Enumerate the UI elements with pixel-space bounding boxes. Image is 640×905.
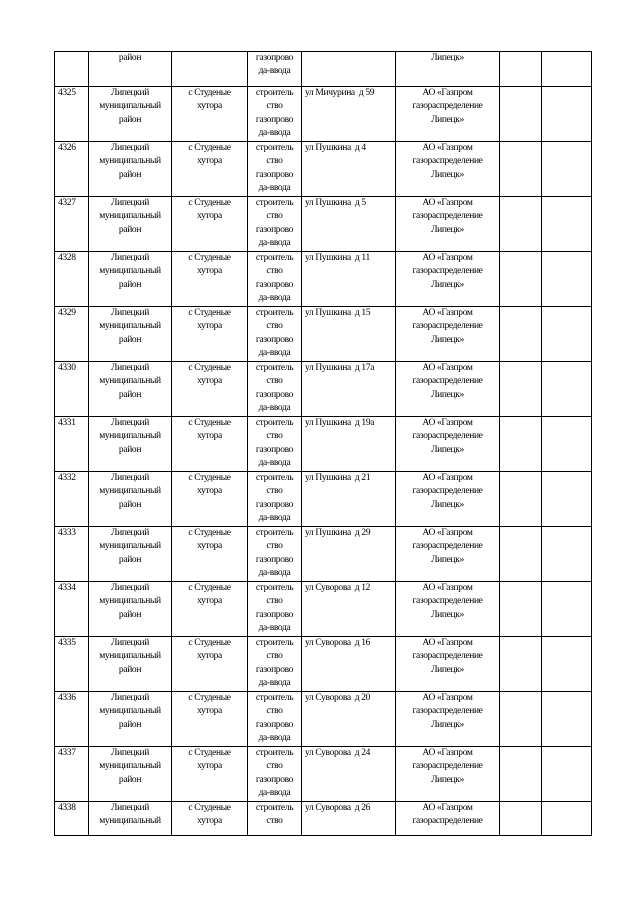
district-cell: Липецкий муниципальный район <box>89 747 172 802</box>
district-cell: Липецкий муниципальный район <box>89 252 172 307</box>
address-cell: ул Пушкина д 17а <box>302 362 396 417</box>
empty-cell <box>542 362 592 417</box>
table-row <box>55 142 592 197</box>
row-number-cell: 4337 <box>55 747 89 802</box>
locality-cell: с Студеные хутора <box>172 307 248 362</box>
work-type-cell: строитель ство газопрово да-ввода <box>248 527 302 582</box>
address-cell: ул Пушкина д 29 <box>302 527 396 582</box>
district-cell: Липецкий муниципальный район <box>89 307 172 362</box>
row-number-cell: 4338 <box>55 802 89 836</box>
row-number-cell: 4335 <box>55 637 89 692</box>
locality-cell: с Студеные хутора <box>172 472 248 527</box>
owner-cell: АО «Газпром газораспределение Липецк» <box>396 197 500 252</box>
row-number-cell <box>55 52 89 87</box>
table-row <box>55 362 592 417</box>
locality-cell: с Студеные хутора <box>172 252 248 307</box>
address-cell: ул Пушкина д 21 <box>302 472 396 527</box>
address-cell: ул Суворова д 16 <box>302 637 396 692</box>
empty-cell <box>500 362 542 417</box>
empty-cell <box>500 637 542 692</box>
work-type-cell: строитель ство газопрово да-ввода <box>248 472 302 527</box>
address-cell: ул Пушкина д 19а <box>302 417 396 472</box>
table-row <box>55 52 592 87</box>
work-type-cell: строитель ство газопрово да-ввода <box>248 637 302 692</box>
row-number-cell: 4330 <box>55 362 89 417</box>
empty-cell <box>542 637 592 692</box>
locality-cell: с Студеные хутора <box>172 362 248 417</box>
empty-cell <box>542 197 592 252</box>
empty-cell <box>542 417 592 472</box>
owner-cell: АО «Газпром газораспределение <box>396 802 500 836</box>
locality-cell: с Студеные хутора <box>172 142 248 197</box>
district-cell: Липецкий муниципальный <box>89 802 172 836</box>
district-cell: Липецкий муниципальный район <box>89 527 172 582</box>
locality-cell: с Студеные хутора <box>172 87 248 142</box>
empty-cell <box>500 747 542 802</box>
table-row <box>55 472 592 527</box>
empty-cell <box>500 197 542 252</box>
address-cell: ул Мичурина д 59 <box>302 87 396 142</box>
locality-cell <box>172 52 248 87</box>
empty-cell <box>500 52 542 87</box>
table-row <box>55 692 592 747</box>
empty-cell <box>542 252 592 307</box>
address-cell <box>302 52 396 87</box>
locality-cell: с Студеные хутора <box>172 582 248 637</box>
empty-cell <box>542 747 592 802</box>
empty-cell <box>542 582 592 637</box>
empty-cell <box>500 692 542 747</box>
row-number-cell: 4327 <box>55 197 89 252</box>
empty-cell <box>542 527 592 582</box>
empty-cell <box>500 417 542 472</box>
address-cell: ул Пушкина д 5 <box>302 197 396 252</box>
work-type-cell: строитель ство <box>248 802 302 836</box>
district-cell: Липецкий муниципальный район <box>89 582 172 637</box>
empty-cell <box>542 52 592 87</box>
district-cell: Липецкий муниципальный район <box>89 142 172 197</box>
empty-cell <box>500 252 542 307</box>
work-type-cell: строитель ство газопрово да-ввода <box>248 747 302 802</box>
table-row <box>55 307 592 362</box>
owner-cell: АО «Газпром газораспределение Липецк» <box>396 472 500 527</box>
owner-cell: АО «Газпром газораспределение Липецк» <box>396 637 500 692</box>
owner-cell: АО «Газпром газораспределение Липецк» <box>396 527 500 582</box>
district-cell: Липецкий муниципальный район <box>89 87 172 142</box>
district-cell: Липецкий муниципальный район <box>89 417 172 472</box>
table-row <box>55 637 592 692</box>
empty-cell <box>500 307 542 362</box>
locality-cell: с Студеные хутора <box>172 692 248 747</box>
document-page <box>54 51 592 836</box>
row-number-cell: 4336 <box>55 692 89 747</box>
row-number-cell: 4331 <box>55 417 89 472</box>
table-row <box>55 197 592 252</box>
work-type-cell: строитель ство газопрово да-ввода <box>248 87 302 142</box>
row-number-cell: 4325 <box>55 87 89 142</box>
address-cell: ул Суворова д 12 <box>302 582 396 637</box>
row-number-cell: 4334 <box>55 582 89 637</box>
row-number-cell: 4332 <box>55 472 89 527</box>
work-type-cell: строитель ство газопрово да-ввода <box>248 197 302 252</box>
owner-cell: АО «Газпром газораспределение Липецк» <box>396 142 500 197</box>
empty-cell <box>500 802 542 836</box>
row-number-cell: 4328 <box>55 252 89 307</box>
address-cell: ул Суворова д 26 <box>302 802 396 836</box>
empty-cell <box>500 582 542 637</box>
locality-cell: с Студеные хутора <box>172 747 248 802</box>
locality-cell: с Студеные хутора <box>172 197 248 252</box>
district-cell: Липецкий муниципальный район <box>89 472 172 527</box>
registry-table <box>54 51 592 836</box>
work-type-cell: газопрово да-ввода <box>248 52 302 87</box>
work-type-cell: строитель ство газопрово да-ввода <box>248 582 302 637</box>
address-cell: ул Суворова д 20 <box>302 692 396 747</box>
locality-cell: с Студеные хутора <box>172 802 248 836</box>
empty-cell <box>542 142 592 197</box>
owner-cell: АО «Газпром газораспределение Липецк» <box>396 307 500 362</box>
table-row <box>55 802 592 836</box>
locality-cell: с Студеные хутора <box>172 527 248 582</box>
owner-cell: АО «Газпром газораспределение Липецк» <box>396 362 500 417</box>
work-type-cell: строитель ство газопрово да-ввода <box>248 252 302 307</box>
table-row <box>55 252 592 307</box>
empty-cell <box>542 802 592 836</box>
owner-cell: АО «Газпром газораспределение Липецк» <box>396 582 500 637</box>
work-type-cell: строитель ство газопрово да-ввода <box>248 362 302 417</box>
address-cell: ул Суворова д 24 <box>302 747 396 802</box>
empty-cell <box>500 87 542 142</box>
district-cell: Липецкий муниципальный район <box>89 692 172 747</box>
table-row <box>55 747 592 802</box>
owner-cell: АО «Газпром газораспределение Липецк» <box>396 692 500 747</box>
owner-cell: АО «Газпром газораспределение Липецк» <box>396 87 500 142</box>
district-cell: Липецкий муниципальный район <box>89 197 172 252</box>
empty-cell <box>500 472 542 527</box>
row-number-cell: 4326 <box>55 142 89 197</box>
owner-cell: АО «Газпром газораспределение Липецк» <box>396 747 500 802</box>
owner-cell: АО «Газпром газораспределение Липецк» <box>396 417 500 472</box>
registry-table-body <box>55 52 592 836</box>
work-type-cell: строитель ство газопрово да-ввода <box>248 692 302 747</box>
table-row <box>55 417 592 472</box>
district-cell: Липецкий муниципальный район <box>89 637 172 692</box>
table-row <box>55 87 592 142</box>
empty-cell <box>500 527 542 582</box>
empty-cell <box>500 142 542 197</box>
district-cell: район <box>89 52 172 87</box>
locality-cell: с Студеные хутора <box>172 637 248 692</box>
owner-cell: АО «Газпром газораспределение Липецк» <box>396 252 500 307</box>
owner-cell: Липецк» <box>396 52 500 87</box>
row-number-cell: 4329 <box>55 307 89 362</box>
table-row <box>55 582 592 637</box>
address-cell: ул Пушкина д 11 <box>302 252 396 307</box>
work-type-cell: строитель ство газопрово да-ввода <box>248 142 302 197</box>
work-type-cell: строитель ство газопрово да-ввода <box>248 417 302 472</box>
empty-cell <box>542 472 592 527</box>
district-cell: Липецкий муниципальный район <box>89 362 172 417</box>
table-row <box>55 527 592 582</box>
work-type-cell: строитель ство газопрово да-ввода <box>248 307 302 362</box>
address-cell: ул Пушкина д 4 <box>302 142 396 197</box>
empty-cell <box>542 692 592 747</box>
row-number-cell: 4333 <box>55 527 89 582</box>
empty-cell <box>542 307 592 362</box>
empty-cell <box>542 87 592 142</box>
locality-cell: с Студеные хутора <box>172 417 248 472</box>
address-cell: ул Пушкина д 15 <box>302 307 396 362</box>
